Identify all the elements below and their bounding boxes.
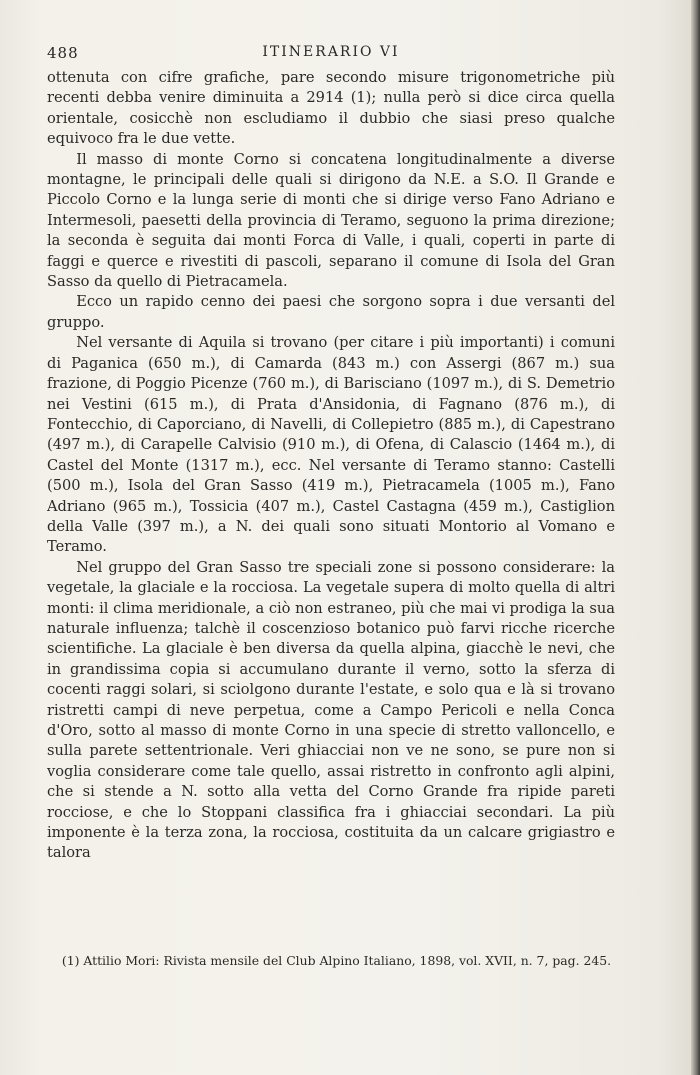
page-edge-shadow <box>691 0 700 1075</box>
page-number: 488 <box>47 44 79 62</box>
body-text <box>47 68 615 864</box>
paragraph: ottenuta con cifre grafiche, pare secondo misure trigonometriche più recenti debba venire diminuita a 2914 (1); nulla però si dice circa quella orientale, cosicchè non escludiamo il dubbio che siasi preso qualche equivoco fra le due vette. <box>47 69 615 148</box>
running-title: ITINERARIO VI <box>262 44 400 60</box>
paragraph: Il masso di monte Corno si concatena longitudinalmente a diverse montagne, le principali delle quali si dirigono da N.E. a S.O. Il Grande e Piccolo Corno e la lunga serie di monti che si dirige verso Fano Adriano e Intermesoli, paesetti della provincia di Teramo, seguono la prima direzione; la seconda è seguita dai monti Forca di Valle, i quali, coperti in parte di faggi e querce e rivestiti di pascoli, separano il comune di Isola del Gran Sasso da quello di Pietracamela. <box>47 150 615 291</box>
paragraph: Nel versante di Aquila si trovano (per citare i più importanti) i comuni di Paganica (650 m.), di Camarda (843 m.) con Assergi (867 m.) sua frazione, di Poggio Picenze (760 m.), di Barisciano (1097 m.), di S. Demetrio nei Vestini (615 m.), di Prata d'Ansidonia, di Fagnano (876 m.), di Fontecchio, di Caporciano, di Navelli, di Collepietro (885 m.), di Capestrano (497 m.), di Carapelle Calvisio (910 m.), di Ofena, di Calascio (1464 m.), di Castel del Monte (1317 m.), ecc. Nel versante di Teramo stanno: Castelli (500 m.), Isola del Gran Sasso (419 m.), Pietracamela (1005 m.), Fano Adriano (965 m.), Tossicia (407 m.), Castel Castagna (459 m.), Castiglion della Valle (397 m.), a N. dei quali sono situati Montorio al Vomano e Teramo. <box>47 334 615 556</box>
footnote: (1) Attilio Mori: Rivista mensile del Club Alpino Italiano, 1898, vol. XVII, n. 7, pag. 245. <box>61 953 612 968</box>
paragraph: Ecco un rapido cenno dei paesi che sorgono sopra i due versanti del gruppo. <box>47 293 615 331</box>
page-header <box>47 44 615 66</box>
paragraph: Nel gruppo del Gran Sasso tre speciali zone si possono considerare: la vegetale, la glaciale e la rocciosa. La vegetale supera di molto quella di altri monti: il clima meridionale, a ciò non estraneo, più che mai vi prodiga la sua naturale influenza; talchè il coscenzioso botanico può farvi ricche ricerche scientifiche. La glaciale è ben diversa da quella alpina, giacchè le nevi, che in grandissima copia si accumulano durante il verno, sotto la sferza di cocenti raggi solari, si sciolgono durante l'estate, e solo qua e là si trovano ristretti campi di neve perpetua, come a Campo Pericoli e nella Conca d'Oro, sotto al masso di monte Corno in una specie di stretto valloncello, e sulla parete settentrionale. Veri ghiacciai non ve ne sono, se pure non si voglia considerare come tale quello, assai ristretto in confronto agli alpini, che si stende a N. sotto alla vetta del Corno Grande fra ripide pareti rocciose, e che lo Stoppani classifica fra i ghiacciai secondari. La più imponente è la terza zona, la rocciosa, costituita da un calcare grigiastro e talora <box>47 558 615 862</box>
